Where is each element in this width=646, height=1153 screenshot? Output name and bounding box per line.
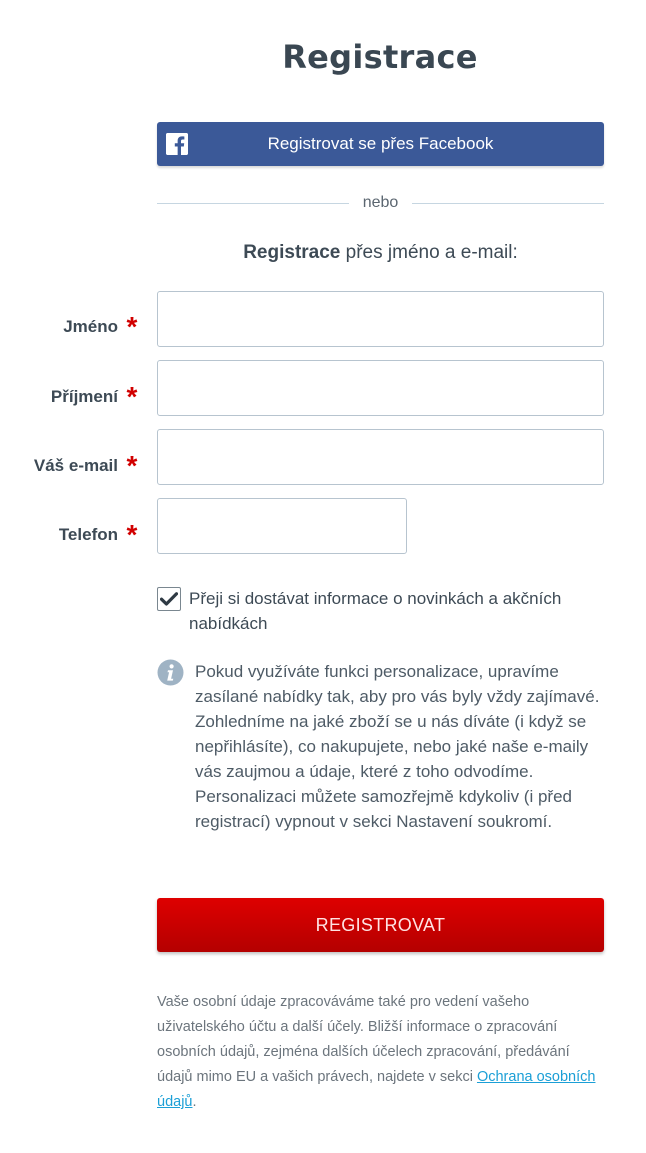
facebook-icon [166, 133, 188, 155]
register-button[interactable] [157, 898, 604, 952]
info-icon [157, 659, 184, 686]
privacy-policy-link[interactable]: Ochrana osobních údajů [157, 1069, 596, 1110]
divider-line-left [157, 203, 349, 204]
register-button-label: REGISTROVAT [315, 914, 446, 935]
privacy-notice-text: Vaše osobní údaje zpracováváme také pro vedení vašeho uživatelského účtu a další účely. Bližší informace o zpracování osobních údajů, zejména dalších účelech zpracování, předávání údajů mimo EU a vašich právech, najdete v sekci [157, 994, 570, 1085]
newsletter-label[interactable]: Přeji si dostávat informace o novinkách a akčních nabídkách [189, 589, 562, 633]
page-title: Registrace [282, 38, 478, 76]
first-name-input[interactable] [157, 291, 604, 347]
phone-label: Telefon [58, 525, 118, 544]
email-input[interactable] [157, 429, 604, 485]
privacy-notice-end: . [192, 1094, 197, 1110]
newsletter-checkbox[interactable] [157, 587, 181, 611]
facebook-register-button[interactable] [157, 122, 604, 166]
form-subtitle-rest: přes jméno a e-mail: [340, 242, 518, 263]
first-name-required-mark: * [126, 311, 138, 342]
first-name-label: Jméno [63, 317, 118, 336]
facebook-register-label: Registrovat se přes Facebook [267, 134, 494, 153]
check-icon [160, 592, 178, 606]
email-required-mark: * [126, 450, 138, 481]
last-name-required-mark: * [126, 381, 138, 412]
privacy-notice [157, 990, 597, 1115]
email-label: Váš e-mail [33, 456, 118, 475]
personalization-info-text: Pokud využíváte funkci personalizace, upravíme zasílané nabídky tak, aby pro vás byly vždy zajímavé. Zohledníme na jaké zboží se u nás díváte (i když se nepřihlásíte), co nakupujete, nebo jaké naše e-maily vás zaujmou a údaje, které z toho odvodíme. Personalizaci můžete samozřejmě kdykoliv (i před registrací) vypnout v sekci Nastavení soukromí. [195, 662, 600, 831]
divider-line-right [412, 203, 604, 204]
form-subtitle-bold: Registrace [243, 242, 341, 263]
divider [157, 192, 604, 214]
phone-required-mark: * [126, 519, 138, 550]
phone-input[interactable] [157, 498, 407, 554]
form-subtitle [157, 242, 604, 264]
last-name-input[interactable] [157, 360, 604, 416]
last-name-label: Příjmení [50, 387, 118, 406]
divider-text: nebo [362, 194, 399, 211]
